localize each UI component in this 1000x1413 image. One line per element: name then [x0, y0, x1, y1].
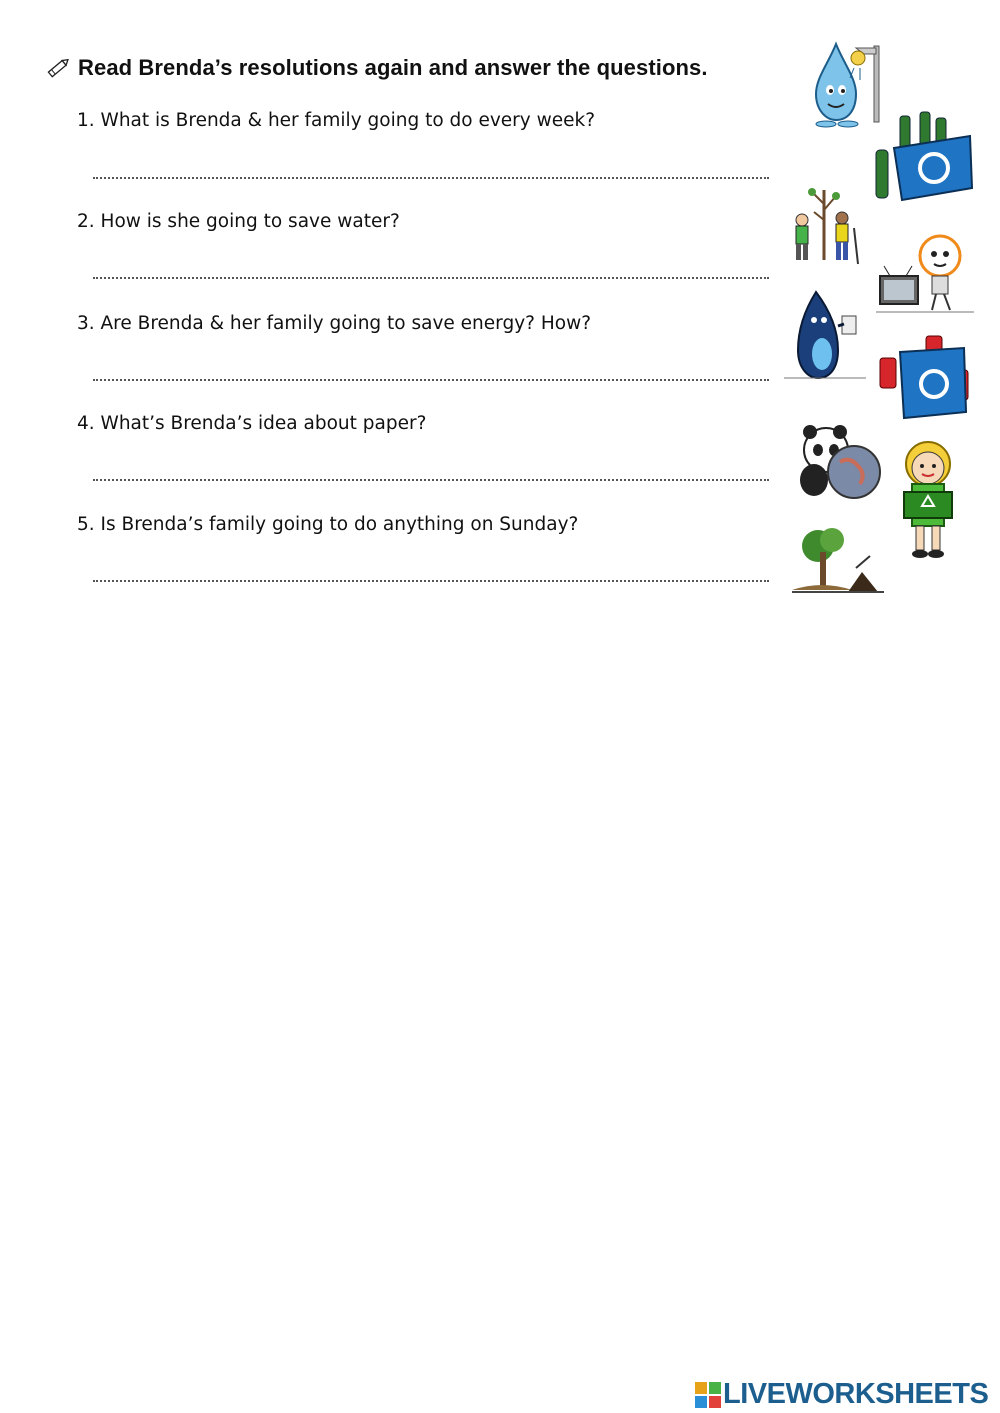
- question-1: 1. What is Brenda & her family going to do every week?: [77, 110, 596, 131]
- girl-recycling-box-icon: [890, 436, 966, 560]
- answer-input-3[interactable]: [93, 354, 773, 386]
- tree-planting-icon: [792, 528, 884, 594]
- answer-input-4[interactable]: [93, 454, 773, 486]
- question-3: 3. Are Brenda & her family going to save energy? How?: [77, 313, 592, 334]
- question-2: 2. How is she going to save water?: [77, 211, 400, 232]
- lightbulb-tv-icon: [876, 228, 974, 320]
- question-4: 4. What’s Brenda’s idea about paper?: [77, 413, 427, 434]
- answer-input-1[interactable]: [93, 152, 773, 184]
- answer-input-5[interactable]: [93, 555, 773, 587]
- liveworksheets-logo: [695, 1378, 988, 1411]
- plug-character-icon: [784, 288, 866, 384]
- instruction-header: [44, 54, 804, 82]
- answer-line-2: [93, 277, 769, 279]
- answer-line-4: [93, 479, 769, 481]
- question-5: 5. Is Brenda’s family going to do anything on Sunday?: [77, 514, 579, 535]
- panda-earth-icon: [796, 418, 884, 504]
- answer-line-3: [93, 379, 769, 381]
- answer-input-2[interactable]: [93, 252, 773, 284]
- answer-line-1: [93, 177, 769, 179]
- kids-planting-tree-icon: [784, 180, 866, 266]
- instruction-text: Read Brenda’s resolutions again and answer the questions.: [78, 55, 708, 80]
- answer-line-5: [93, 580, 769, 582]
- liveworksheets-logo-mark-icon: [695, 1382, 721, 1408]
- liveworksheets-logo-text: LIVEWORKSHEETS: [723, 1378, 989, 1410]
- pencil-icon: [44, 54, 72, 82]
- recycling-bottles-icon: [872, 108, 976, 208]
- recycling-cans-icon: [876, 330, 978, 426]
